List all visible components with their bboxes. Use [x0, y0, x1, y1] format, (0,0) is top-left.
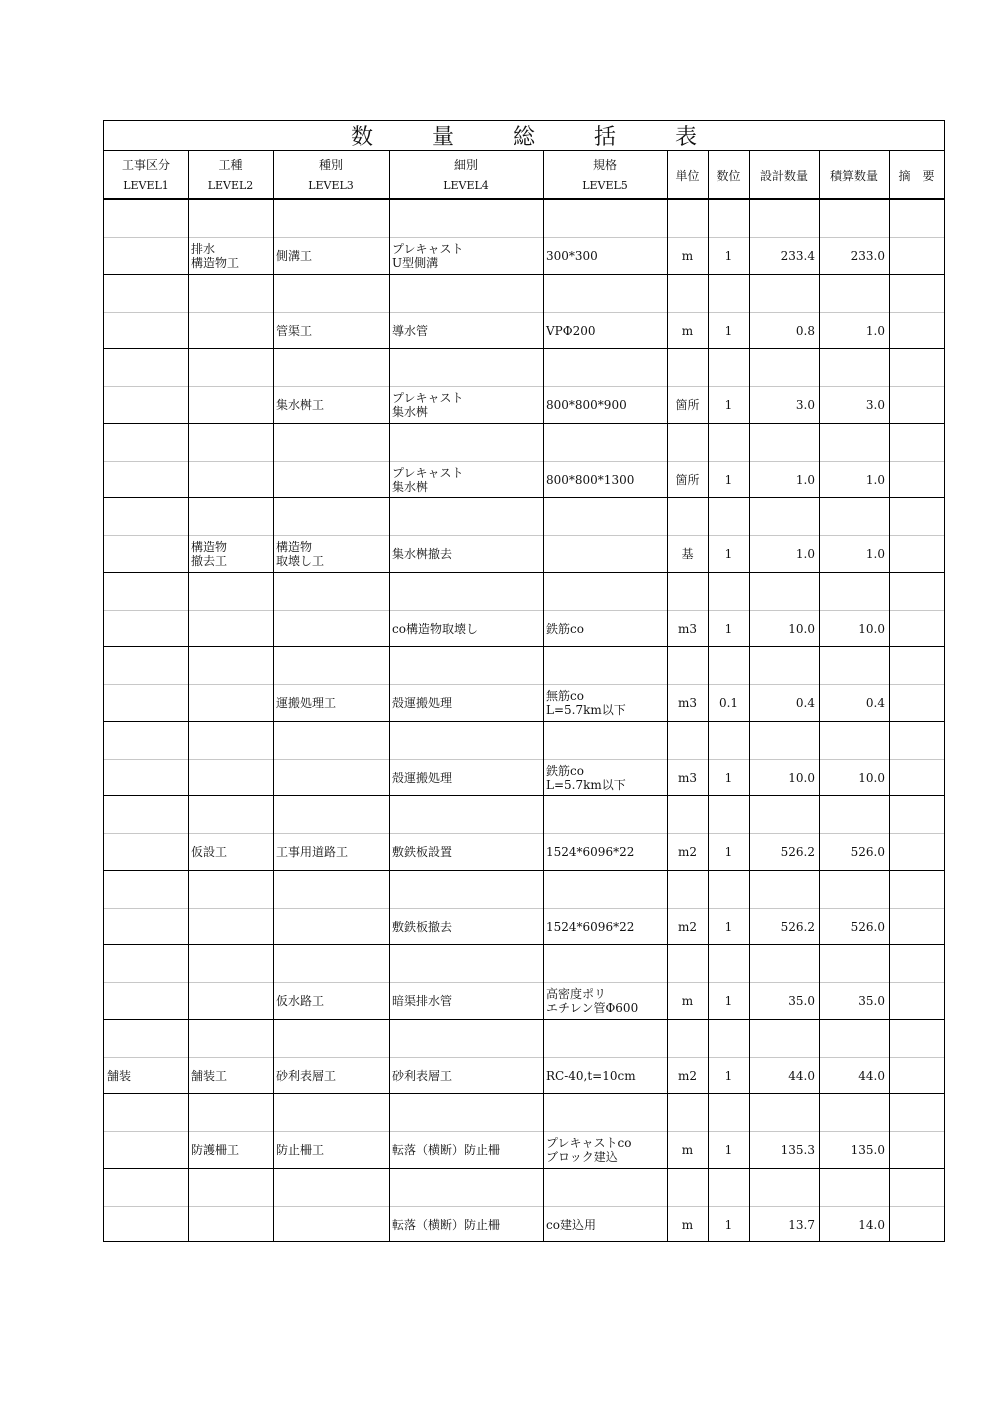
digits-cell: 1 — [724, 770, 733, 785]
estimate-qty-cell: 44.0 — [858, 1068, 885, 1083]
level2-cell: 舗装工 — [191, 1068, 228, 1083]
column-divider — [273, 151, 274, 1241]
table-row — [104, 1019, 944, 1094]
header-label: 細別 — [453, 158, 478, 172]
remarks-cell — [889, 312, 944, 350]
level4-cell: 転落（横断）防止柵 — [392, 1217, 501, 1232]
level2-cell — [188, 386, 273, 424]
table-row — [104, 870, 944, 945]
table-row — [104, 423, 944, 498]
design-qty-cell: 135.3 — [780, 1143, 815, 1157]
level5-cell: 300*300 — [546, 249, 598, 263]
header-label: 摘 要 — [898, 168, 935, 183]
level5-cell: 鉄筋co — [546, 621, 584, 636]
level1-cell — [104, 982, 188, 1020]
header-label: 設計数量 — [759, 168, 808, 183]
estimate-qty-cell: 35.0 — [858, 994, 885, 1008]
level5-cell: 800*800*1300 — [546, 472, 635, 487]
level1-cell — [104, 312, 188, 350]
estimate-qty-cell: 10.0 — [858, 770, 885, 785]
remarks-cell — [889, 908, 944, 946]
table-header — [104, 151, 944, 199]
column-divider — [708, 151, 709, 1241]
unit-cell: m2 — [677, 1068, 697, 1083]
level2-cell — [188, 982, 273, 1020]
level5-cell: 1524*6096*22 — [546, 845, 635, 859]
level3-cell — [273, 461, 389, 499]
level3-cell: 構造物 取壊し工 — [276, 540, 325, 568]
level5-cell: co建込用 — [546, 1217, 596, 1232]
table-row — [104, 1168, 944, 1243]
header-level-label: LEVEL4 — [443, 179, 489, 192]
level5-cell: VPΦ200 — [546, 323, 596, 338]
level4-cell: プレキャスト 集水桝 — [392, 465, 464, 494]
level3-cell — [273, 908, 389, 946]
remarks-cell — [889, 386, 944, 424]
level4-cell: 導水管 — [392, 323, 429, 338]
level5-cell: RC-40,t=10cm — [546, 1068, 636, 1083]
level1-cell — [104, 237, 188, 275]
remarks-cell — [889, 684, 944, 722]
remarks-cell — [889, 759, 944, 797]
level1-cell — [104, 759, 188, 797]
estimate-qty-cell: 1.0 — [865, 323, 885, 338]
unit-cell: m3 — [677, 696, 697, 710]
level1-cell — [104, 684, 188, 722]
level2-cell — [188, 1206, 273, 1244]
unit-cell: 箇所 — [675, 398, 700, 412]
digits-cell: 1 — [724, 249, 733, 263]
header-level-label: LEVEL5 — [582, 179, 628, 192]
estimate-qty-cell: 1.0 — [865, 547, 885, 561]
level4-cell: 敷鉄板設置 — [392, 845, 453, 859]
header-digits-cell — [708, 151, 749, 199]
design-qty-cell: 3.0 — [795, 398, 815, 412]
design-qty-cell: 0.4 — [795, 696, 815, 710]
design-qty-cell: 13.7 — [788, 1217, 815, 1232]
design-qty-cell: 526.2 — [780, 845, 815, 859]
table-row — [104, 1093, 944, 1168]
digits-cell: 1 — [724, 1217, 733, 1232]
unit-cell: m — [681, 1217, 694, 1232]
level3-cell: 集水桝工 — [276, 398, 325, 412]
design-qty-cell: 0.8 — [795, 323, 815, 338]
level5-cell: 800*800*900 — [546, 398, 627, 412]
estimate-qty-cell: 526.0 — [850, 919, 885, 934]
level4-cell: 暗渠排水管 — [392, 994, 453, 1008]
estimate-qty-cell: 526.0 — [850, 845, 885, 859]
remarks-cell — [889, 1057, 944, 1095]
title-row — [104, 121, 944, 151]
estimate-qty-cell: 14.0 — [858, 1217, 885, 1232]
estimate-qty-cell: 135.0 — [850, 1143, 885, 1157]
level4-cell: 集水桝撤去 — [392, 547, 453, 561]
table-row — [104, 497, 944, 572]
remarks-cell — [889, 1131, 944, 1169]
level2-cell: 排水 構造物工 — [191, 242, 240, 270]
header-level3-cell — [273, 151, 389, 199]
level1-cell — [104, 386, 188, 424]
table-row — [104, 199, 944, 274]
remarks-cell — [889, 1206, 944, 1244]
remarks-cell — [889, 535, 944, 573]
level1-cell — [104, 461, 188, 499]
design-qty-cell: 1.0 — [795, 547, 815, 561]
digits-cell: 1 — [724, 547, 733, 561]
digits-cell: 0.1 — [718, 696, 739, 710]
table-row — [104, 646, 944, 721]
header-level2-cell — [188, 151, 273, 199]
digits-cell: 1 — [724, 398, 733, 412]
level4-cell: プレキャスト U型側溝 — [392, 242, 464, 270]
unit-cell: m — [681, 323, 694, 338]
level2-cell — [188, 908, 273, 946]
level1-cell — [104, 1206, 188, 1244]
level2-cell — [188, 312, 273, 350]
header-unit-cell — [667, 151, 708, 199]
level4-cell: 殻運搬処理 — [392, 696, 453, 710]
digits-cell: 1 — [724, 845, 733, 859]
level4-cell: 敷鉄板撤去 — [392, 919, 453, 934]
level2-cell — [188, 461, 273, 499]
level1-cell — [104, 610, 188, 648]
level1-cell — [104, 908, 188, 946]
table-row — [104, 721, 944, 796]
table-row — [104, 572, 944, 647]
header-remarks-cell — [889, 151, 944, 199]
unit-cell: m — [681, 994, 694, 1008]
header-label: 種別 — [318, 158, 343, 172]
column-divider — [749, 151, 750, 1241]
header-level4-cell — [389, 151, 543, 199]
design-qty-cell: 44.0 — [788, 1068, 815, 1083]
remarks-cell — [889, 982, 944, 1020]
level5-cell: 高密度ポリ エチレン管Φ600 — [546, 987, 639, 1015]
column-divider — [389, 151, 390, 1241]
column-divider — [188, 151, 189, 1241]
table-row — [104, 944, 944, 1019]
digits-cell: 1 — [724, 323, 733, 338]
unit-cell: m — [681, 1143, 694, 1157]
level3-cell: 工事用道路工 — [276, 845, 349, 859]
level2-cell — [188, 759, 273, 797]
level5-cell: 無筋co L=5.7km以下 — [546, 689, 626, 717]
level1-cell — [104, 1131, 188, 1169]
estimate-qty-cell: 0.4 — [865, 696, 885, 710]
header-level1-cell — [104, 151, 188, 199]
header-label: 数位 — [716, 168, 741, 183]
unit-cell: m2 — [677, 845, 697, 859]
estimate-qty-cell: 10.0 — [858, 621, 885, 636]
header-label: 工種 — [218, 158, 243, 172]
level4-cell: 砂利表層工 — [392, 1068, 453, 1083]
header-level-label: LEVEL1 — [123, 179, 169, 192]
level3-cell — [273, 759, 389, 797]
header-label: 積算数量 — [829, 168, 878, 183]
header-level5-cell — [543, 151, 667, 199]
level1-cell — [104, 833, 188, 871]
level1-cell — [104, 535, 188, 573]
column-divider — [543, 151, 544, 1241]
design-qty-cell: 10.0 — [788, 770, 815, 785]
remarks-cell — [889, 610, 944, 648]
header-label: 規格 — [592, 158, 617, 172]
design-qty-cell: 35.0 — [788, 994, 815, 1008]
design-qty-cell: 526.2 — [780, 919, 815, 934]
table-row — [104, 348, 944, 423]
table-row — [104, 795, 944, 870]
digits-cell: 1 — [724, 621, 733, 636]
header-level-label: LEVEL2 — [207, 179, 254, 192]
digits-cell: 1 — [724, 919, 733, 934]
level3-cell: 砂利表層工 — [276, 1068, 337, 1083]
level1-cell: 舗装 — [107, 1068, 132, 1083]
level5-cell: プレキャストco ブロック建込 — [546, 1136, 632, 1164]
column-divider — [667, 151, 668, 1241]
level3-cell: 管渠工 — [276, 323, 313, 338]
quantity-summary-sheet — [103, 120, 945, 1242]
level3-cell: 側溝工 — [276, 249, 313, 263]
level5-cell — [543, 535, 667, 573]
level3-cell: 防止柵工 — [276, 1143, 325, 1157]
table-body — [104, 199, 944, 1241]
digits-cell: 1 — [724, 994, 733, 1008]
level5-cell: 1524*6096*22 — [546, 919, 635, 934]
level3-cell — [273, 610, 389, 648]
header-design-qty-cell — [749, 151, 819, 199]
level3-cell: 仮水路工 — [276, 994, 325, 1008]
header-label: 単位 — [675, 168, 700, 183]
header-label: 工事区分 — [121, 158, 170, 172]
digits-cell: 1 — [724, 472, 733, 487]
column-divider — [819, 151, 820, 1241]
level4-cell: co構造物取壊し — [392, 621, 478, 636]
level3-cell: 運搬処理工 — [276, 696, 337, 710]
estimate-qty-cell: 233.0 — [850, 249, 885, 263]
digits-cell: 1 — [724, 1068, 733, 1083]
estimate-qty-cell: 3.0 — [865, 398, 885, 412]
digits-cell: 1 — [724, 1143, 733, 1157]
header-level-label: LEVEL3 — [308, 179, 354, 192]
table-row — [104, 274, 944, 349]
level5-cell: 鉄筋co L=5.7km以下 — [546, 763, 626, 792]
design-qty-cell: 233.4 — [780, 249, 815, 263]
level2-cell — [188, 684, 273, 722]
level2-cell — [188, 610, 273, 648]
level2-cell: 防護柵工 — [191, 1143, 240, 1157]
level4-cell: 転落（横断）防止柵 — [392, 1143, 501, 1157]
unit-cell: 箇所 — [675, 472, 700, 487]
estimate-qty-cell: 1.0 — [865, 472, 885, 487]
unit-cell: 基 — [681, 547, 694, 561]
page-title: 数 量 総 括 表 — [351, 125, 723, 150]
design-qty-cell: 1.0 — [795, 472, 815, 487]
design-qty-cell: 10.0 — [788, 621, 815, 636]
unit-cell: m2 — [677, 919, 697, 934]
unit-cell: m — [681, 249, 694, 263]
remarks-cell — [889, 833, 944, 871]
remarks-cell — [889, 237, 944, 275]
level2-cell: 構造物 撤去工 — [191, 540, 228, 568]
level4-cell: 殻運搬処理 — [392, 770, 453, 785]
unit-cell: m3 — [677, 621, 697, 636]
level2-cell: 仮設工 — [191, 845, 228, 859]
unit-cell: m3 — [677, 770, 697, 785]
column-divider — [889, 151, 890, 1241]
remarks-cell — [889, 461, 944, 499]
level3-cell — [273, 1206, 389, 1244]
level4-cell: プレキャスト 集水桝 — [392, 391, 464, 419]
header-estimate-qty-cell — [819, 151, 889, 199]
